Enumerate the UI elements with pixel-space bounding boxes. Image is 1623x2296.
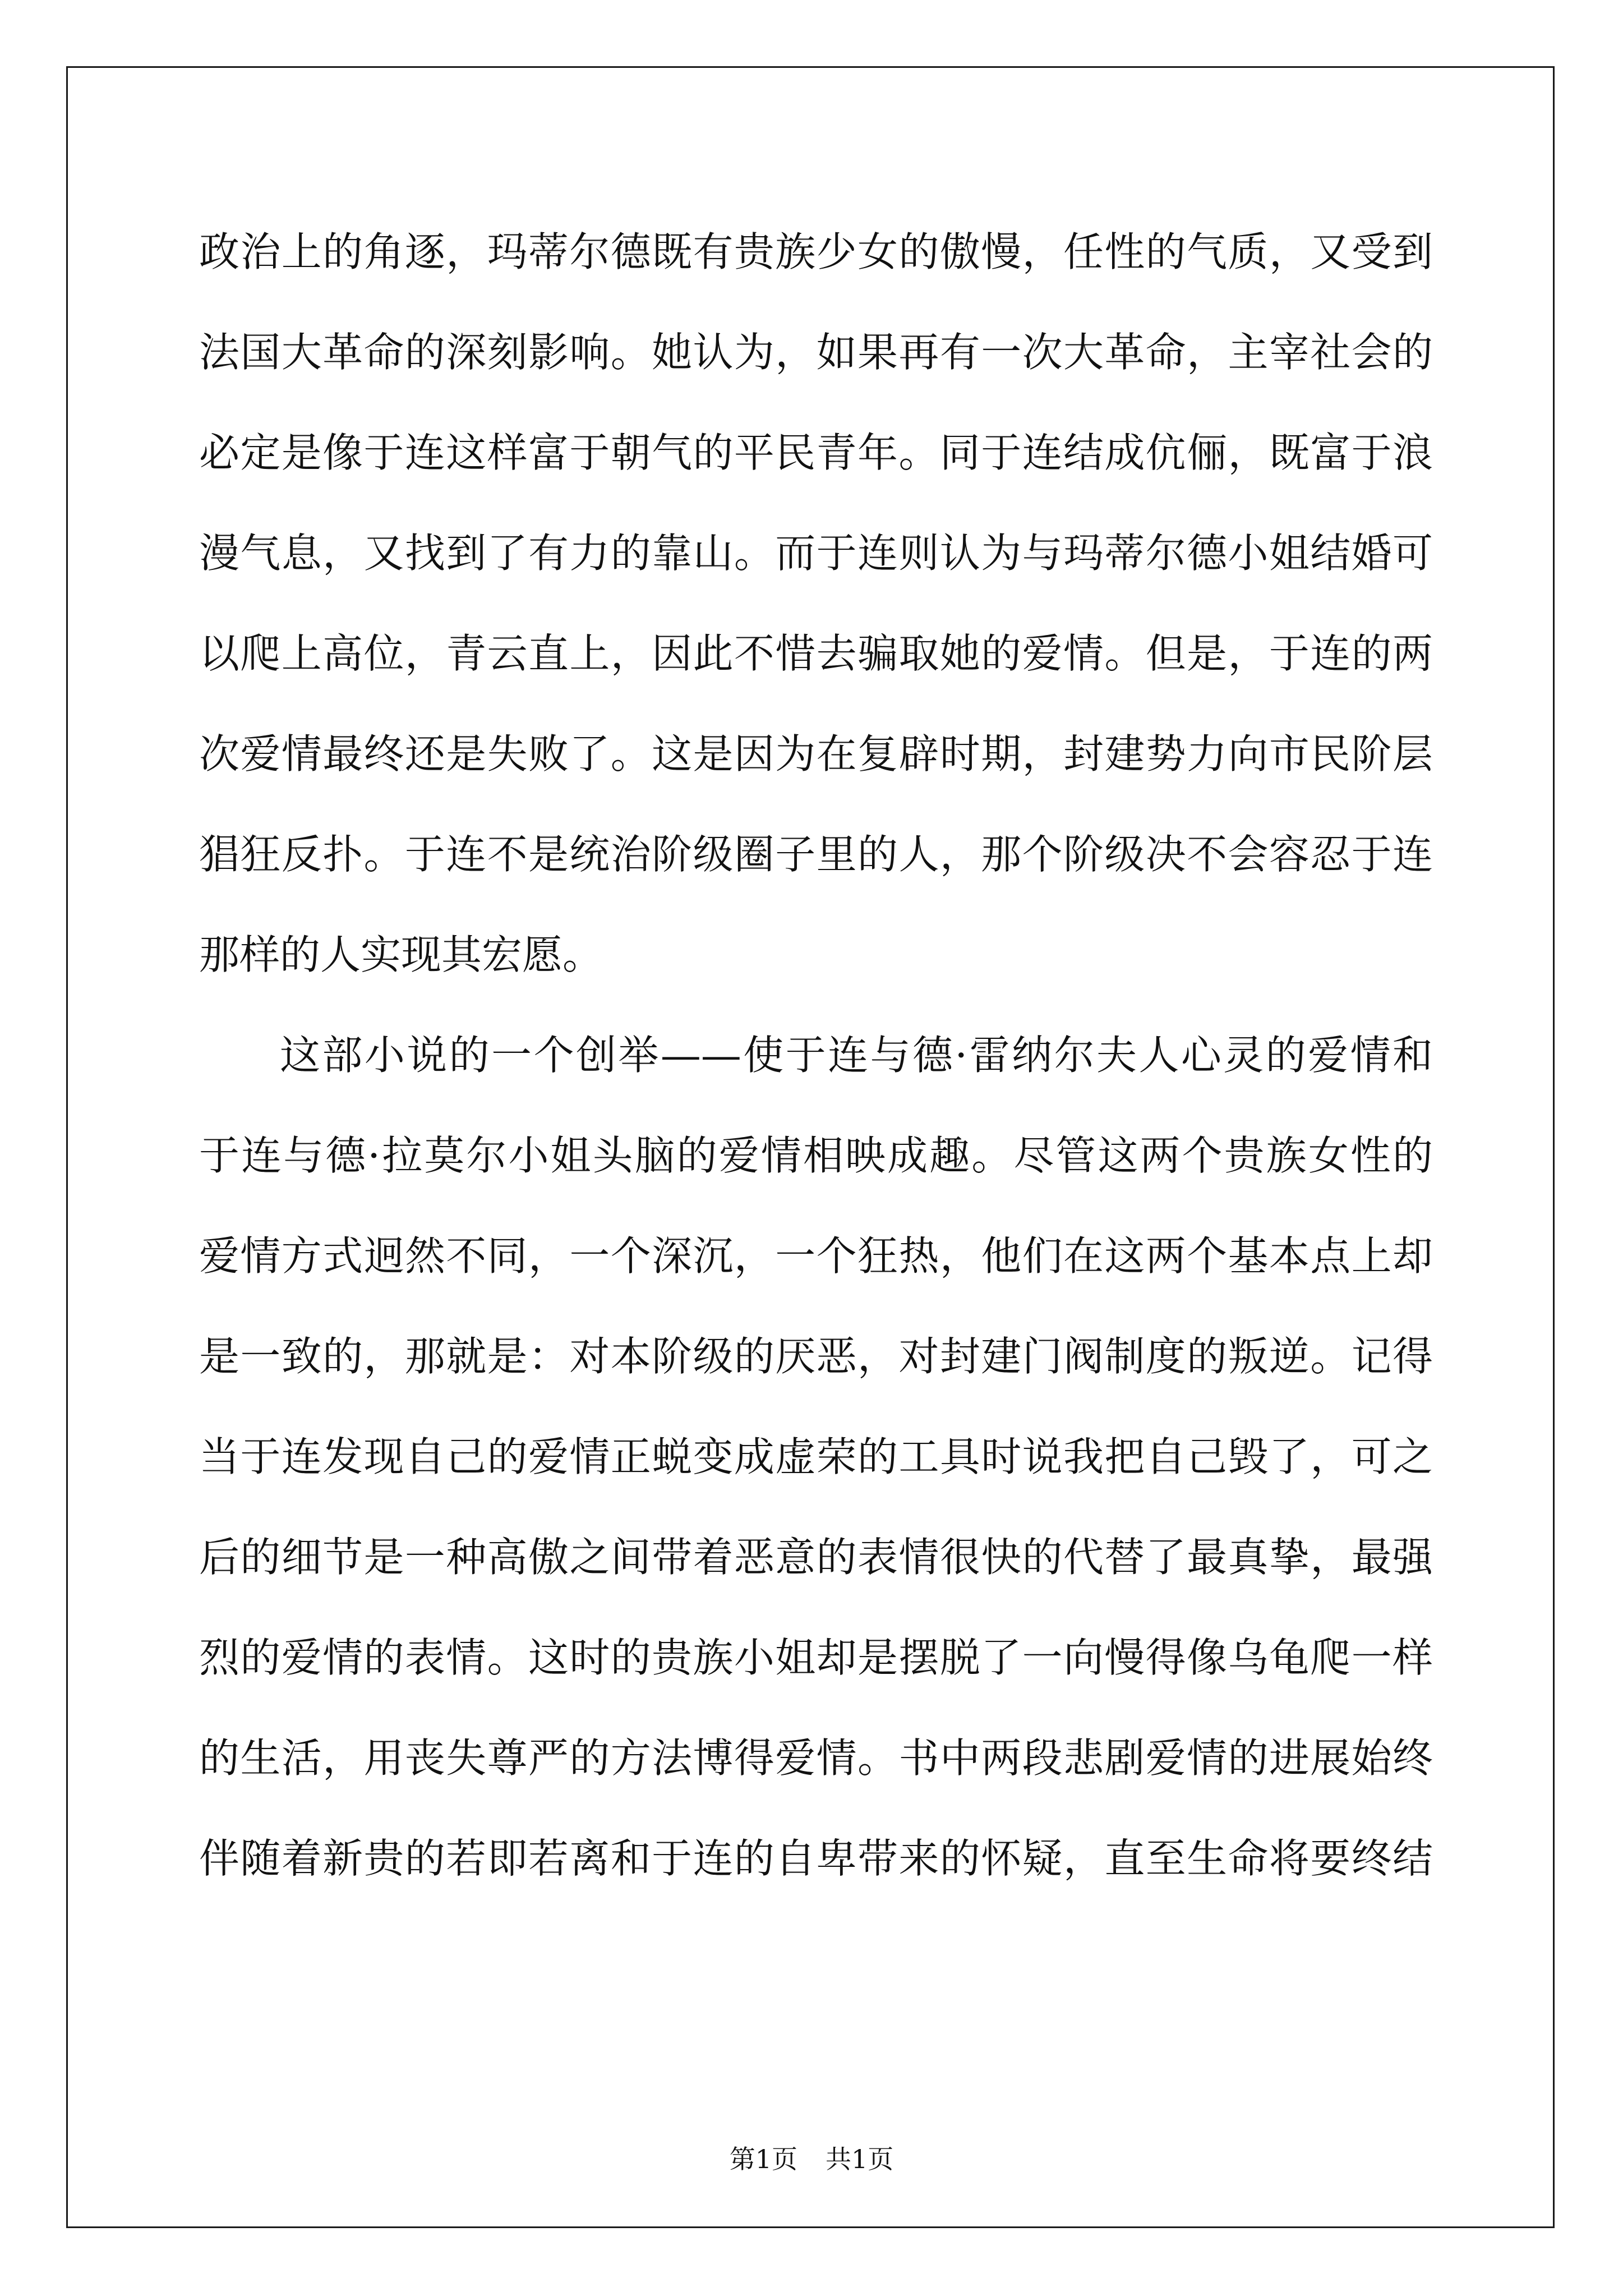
paragraph-2-line-6: 后的细节是一种高傲之间带着恶意的表情很快的代替了最真挚，最强 bbox=[199, 1534, 1433, 1581]
paragraph-1-line-8: 那样的人实现其宏愿。 bbox=[199, 931, 603, 978]
paragraph-2-line-4: 是一致的，那就是：对本阶级的厌恶，对封建门阀制度的叛逆。记得 bbox=[199, 1333, 1433, 1380]
paragraph-2-line-7: 烈的爱情的表情。这时的贵族小姐却是摆脱了一向慢得像乌龟爬一样 bbox=[199, 1634, 1433, 1681]
paragraph-1-line-3: 必定是像于连这样富于朝气的平民青年。同于连结成伉俪，既富于浪 bbox=[199, 429, 1433, 476]
paragraph-1-line-6: 次爱情最终还是失败了。这是因为在复辟时期，封建势力向市民阶层 bbox=[199, 730, 1433, 777]
paragraph-2-line-8: 的生活，用丧失尊严的方法博得爱情。书中两段悲剧爱情的进展始终 bbox=[199, 1734, 1433, 1782]
page-footer bbox=[0, 2139, 1623, 2176]
paragraph-1-line-2: 法国大革命的深刻影响。她认为，如果再有一次大革命，主宰社会的 bbox=[199, 329, 1433, 376]
paragraph-1-line-7: 猖狂反扑。于连不是统治阶级圈子里的人，那个阶级决不会容忍于连 bbox=[199, 831, 1433, 878]
page-number: 第1页 bbox=[729, 2144, 797, 2174]
document-body bbox=[199, 202, 1433, 1909]
paragraph-2-line-1: 这部小说的一个创举——使于连与德·雷纳尔夫人心灵的爱情和 bbox=[280, 1032, 1433, 1079]
page-total: 共1页 bbox=[826, 2144, 894, 2174]
paragraph-2-line-5: 当于连发现自己的爱情正蜕变成虚荣的工具时说我把自己毁了，可之 bbox=[199, 1433, 1433, 1480]
paragraph-2-line-2: 于连与德·拉莫尔小姐头脑的爱情相映成趣。尽管这两个贵族女性的 bbox=[199, 1132, 1433, 1179]
paragraph-2-line-3: 爱情方式迥然不同，一个深沉，一个狂热，他们在这两个基本点上却 bbox=[199, 1232, 1433, 1280]
paragraph-2-line-9: 伴随着新贵的若即若离和于连的自卑带来的怀疑，直至生命将要终结 bbox=[199, 1835, 1433, 1882]
paragraph-1-line-4: 漫气息，又找到了有力的靠山。而于连则认为与玛蒂尔德小姐结婚可 bbox=[199, 530, 1433, 577]
paragraph-1-line-5: 以爬上高位，青云直上，因此不惜去骗取她的爱情。但是，于连的两 bbox=[199, 630, 1433, 677]
paragraph-1-line-1: 政治上的角逐，玛蒂尔德既有贵族少女的傲慢，任性的气质，又受到 bbox=[199, 228, 1433, 275]
